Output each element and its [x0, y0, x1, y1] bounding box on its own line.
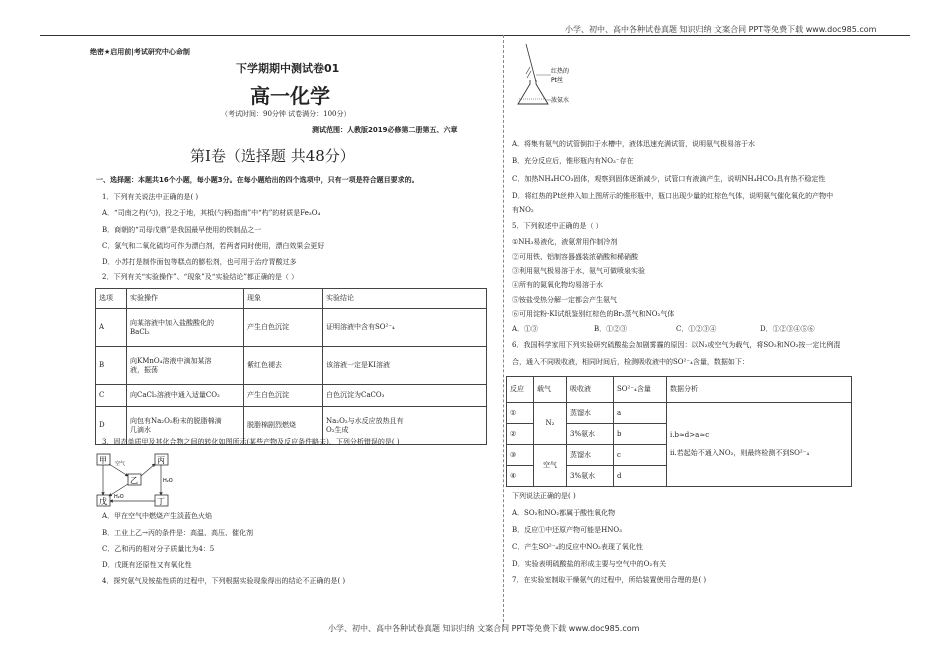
column-divider [503, 35, 504, 627]
q6-option-c: C．产生SO²⁻₄的反应中NO₂表现了氧化性 [512, 543, 643, 551]
q6-option-b: B．反应①中还原产物可能是HNO₃ [512, 526, 622, 534]
q2-stem: 2．下列有关“实验操作”、“现象”及“实验结论”都正确的是（ ） [102, 273, 299, 281]
q6-cell-gas: N₂ [534, 403, 567, 445]
q5-option-a: A．①③ [512, 325, 539, 333]
q2-row [96, 347, 487, 385]
q1-option-a: A．“司南之杓(勺)，投之于地，其柢(勺柄)指南”中“杓”的材质是Fe₃O₄ [102, 209, 321, 217]
q2-cell-operation [127, 347, 244, 385]
secret-label: 绝密★启用前|考试研究中心命制 [90, 48, 190, 56]
q6-cell-gas: 空气 [534, 445, 567, 487]
q2-conclusion-line: 证明溶液中含有SO²⁻₄ [326, 323, 395, 331]
diagram-ding: 丁 [157, 497, 165, 506]
q2-cell-option: B [96, 347, 127, 385]
diagram-wu: 戊 [99, 497, 107, 506]
q6-stem-line2: 合，通入不同吸收液，相同时间后，检测吸收液中的SO²⁻₄含量，数据如下： [512, 358, 749, 366]
exam-scope: 测试范围：人教版2019必修第二册第五、六章 [312, 126, 458, 134]
q3-option-c: C．乙和丙的相对分子质量比为4：5 [102, 545, 215, 553]
q6-cell-liquid: 蒸馏水 [567, 403, 614, 424]
q6-row [507, 403, 852, 424]
q2-cell-option: A [96, 309, 127, 347]
q2-operation-line: BaCl₂ [130, 327, 150, 336]
q2-cell-phenomenon: 紫红色褪去 [244, 347, 323, 385]
q1-stem: 1．下列有关说法中正确的是( ) [102, 193, 199, 201]
q2-table [95, 288, 487, 445]
q3-conversion-diagram [95, 452, 185, 510]
q6-cell-value: b [614, 424, 667, 445]
q5-item: ①NH₃易液化，液氨常用作制冷剂 [512, 238, 618, 246]
diagram-bing: 丙 [157, 456, 165, 465]
q2-operation-line: 向某溶液中加入盐酸酸化的 [130, 318, 214, 327]
q5-item: ⑥可用淀粉-KI试纸鉴别红棕色的Br₂蒸气和NO₂气体 [512, 310, 675, 318]
q4-option-b: B．充分反应后，锥形瓶内有NO₃⁻存在 [512, 157, 634, 165]
q2-cell-phenomenon: 产生白色沉淀 [244, 309, 323, 347]
figure-label-ammonia: 浓氨水 [551, 97, 570, 104]
figure-label-hot: 红热的 [551, 68, 570, 75]
q1-option-c: C．氯气和二氧化硫均可作为漂白剂，若两者同时使用，漂白效果会更好 [102, 242, 325, 250]
q6-analysis-2: ii.若起始不通入NO₂，则最终检测不到SO²⁻₄ [670, 449, 810, 457]
q2-operation-line: 向包有Na₂O₂粉末的脱脂棉滴 [130, 416, 222, 425]
q2-cell-option: D [96, 407, 127, 445]
q2-header-operation: 实验操作 [127, 289, 244, 309]
q6-cell-liquid: 3%氨水 [567, 424, 614, 445]
q1-option-d: D．小苏打是制作面包等糕点的膨松剂，也可用于治疗胃酸过多 [102, 258, 297, 266]
q2-header-conclusion: 实验结论 [323, 289, 487, 309]
exam-info: （考试时间：90分钟 试卷满分：100分） [221, 110, 351, 118]
q2-conclusion-line: Na₂O₂与水反应放热且有 [326, 416, 404, 425]
diagram-yi: 乙 [130, 476, 138, 485]
q2-header-option: 选项 [96, 289, 127, 309]
q3-option-a: A．甲在空气中燃烧产生淡蓝色火焰 [102, 512, 213, 520]
q6-header-content: SO²⁻₄含量 [614, 377, 667, 403]
q2-cell-operation [127, 385, 244, 407]
section-1-instructions: 一、选择题：本题共16个小题，每小题3分。在每小题给出的四个选项中，只有一项是符合题目要求的。 [96, 176, 419, 184]
q2-operation-line: 向KMnO₄溶液中滴加某溶 [130, 356, 212, 365]
q4-option-d-line1: D．将红热的Pt丝伸入如上图所示的锥形瓶中，瓶口出现少量的红棕色气体，说明氨气催化氧化的产物中 [512, 192, 834, 200]
q2-cell-phenomenon: 脱脂棉剧烈燃烧 [244, 407, 323, 445]
q6-cell-liquid: 3%氨水 [567, 466, 614, 487]
q6-header-reaction: 反应 [507, 377, 534, 403]
q2-operation-line: 向CaCl₂溶液中通入适量CO₂ [130, 391, 220, 399]
q5-item: ③利用氨气极易溶于水，氨气可做喷泉实验 [512, 267, 645, 275]
q2-row [96, 309, 487, 347]
q2-cell-phenomenon: 产生白色沉淀 [244, 385, 323, 407]
q5-option-b: B．①②③ [594, 325, 628, 333]
q2-cell-conclusion [323, 309, 487, 347]
q3-stem: 3．固态单质甲及其化合物之间的转化如图所示(某些产物及反应条件略去)．下列分析错误的是( ) [102, 438, 400, 446]
header-rule [40, 35, 910, 36]
q6-cell-reaction: ① [507, 403, 534, 424]
figure-label-pt: Pt丝 [551, 77, 563, 84]
subject-title: 高一化学 [250, 84, 330, 108]
diagram-label-air: 空气 [115, 461, 126, 467]
diagram-label-h2o-a: H₂O [163, 478, 173, 484]
q4-option-a: A．将集有氨气的试管倒扣于水槽中，液体迅速充满试管，说明氨气极易溶于水 [512, 140, 756, 148]
q5-option-c: C．①②③④ [676, 325, 717, 333]
q6-cell-reaction: ② [507, 424, 534, 445]
q5-item: ⑤铵盐受热分解一定都会产生氨气 [512, 296, 617, 304]
q4-option-c: C．加热NH₄HCO₃固体，观察到固体逐渐减少，试管口有液滴产生，说明NH₄HCO₃具有热不稳定性 [512, 175, 826, 183]
q1-option-b: B．商朝的“司母戊鼎”是我国最早使用的铁制品之一 [102, 226, 262, 234]
q6-cell-value: a [614, 403, 667, 424]
q2-cell-option: C [96, 385, 127, 407]
q2-row [96, 385, 487, 407]
q2-cell-conclusion [323, 385, 487, 407]
page-header: 小学、初中、高中各种试卷真题 知识归纳 文案合同 PPT等免费下载 www.doc985.com [565, 25, 877, 34]
q2-conclusion-line: O₂生成 [326, 425, 349, 434]
diagram-jia: 甲 [99, 456, 107, 465]
q5-item: ②可用铁、铝制容器盛装浓硝酸和稀硝酸 [512, 253, 638, 261]
q6-cell-reaction: ③ [507, 445, 534, 466]
q6-header-analysis: 数据分析 [667, 377, 852, 403]
q5-stem: 5．下列叙述中正确的是（ ） [512, 222, 603, 230]
q2-conclusion-line: 白色沉淀为CaCO₃ [326, 391, 385, 399]
q5-option-d: D．①②③④⑤⑥ [760, 325, 815, 333]
q2-cell-operation [127, 309, 244, 347]
q2-header-phenomenon: 现象 [244, 289, 323, 309]
q6-sub-stem: 下列说法正确的是( ) [512, 492, 576, 500]
q6-table [506, 376, 852, 487]
q3-option-d: D．戊既有还原性又有氧化性 [102, 561, 192, 569]
q6-stem-line1: 6．我国科学家用下列实验研究硫酸盐会加剧雾霾的原因：以N₂或空气为载气，将SO₂和NO₂按一定比例混 [512, 341, 841, 349]
volume-title: 第Ⅰ卷（选择题 共48分） [190, 147, 355, 165]
q6-cell-reaction: ④ [507, 466, 534, 487]
q4-stem: 4．探究氨气及铵盐性质的过程中，下列根据实验现象得出的结论不正确的是( ) [102, 577, 346, 585]
q6-analysis-1: i.b≈d>a≈c [670, 431, 710, 439]
q7-stem: 7．在实验室制取干燥氨气的过程中，所给装置使用合理的是( ) [512, 576, 707, 584]
q6-option-d: D．实验表明硫酸盐的形成主要与空气中的O₂有关 [512, 560, 667, 568]
diagram-label-h2o-b: H₂O [114, 494, 124, 500]
q6-option-a: A．SO₂和NO₂都属于酸性氧化物 [512, 509, 616, 517]
q6-cell-value: d [614, 466, 667, 487]
ammonia-oxidation-figure [508, 42, 588, 122]
q2-cell-conclusion [323, 347, 487, 385]
q6-cell-analysis [667, 403, 852, 487]
page-footer: 小学、初中、高中各种试卷真题 知识归纳 文案合同 PPT等免费下载 www.doc985.com [328, 624, 640, 633]
exam-name: 下学期期中测试卷01 [236, 62, 340, 75]
q6-header-carrier: 载气 [534, 377, 567, 403]
q3-option-b: B．工业上乙→丙的条件是：高温、高压、催化剂 [102, 529, 254, 537]
q2-conclusion-line: 该溶液一定是KI溶液 [326, 361, 390, 369]
q6-header-liquid: 吸收液 [567, 377, 614, 403]
q6-cell-value: c [614, 445, 667, 466]
q2-operation-line: 液，振荡 [130, 365, 158, 374]
q4-option-d-line2: 有NO₂ [512, 206, 534, 214]
q5-item: ④所有的氮氧化物均易溶于水 [512, 281, 603, 289]
q2-operation-line: 几滴水 [130, 425, 151, 434]
q6-cell-liquid: 蒸馏水 [567, 445, 614, 466]
